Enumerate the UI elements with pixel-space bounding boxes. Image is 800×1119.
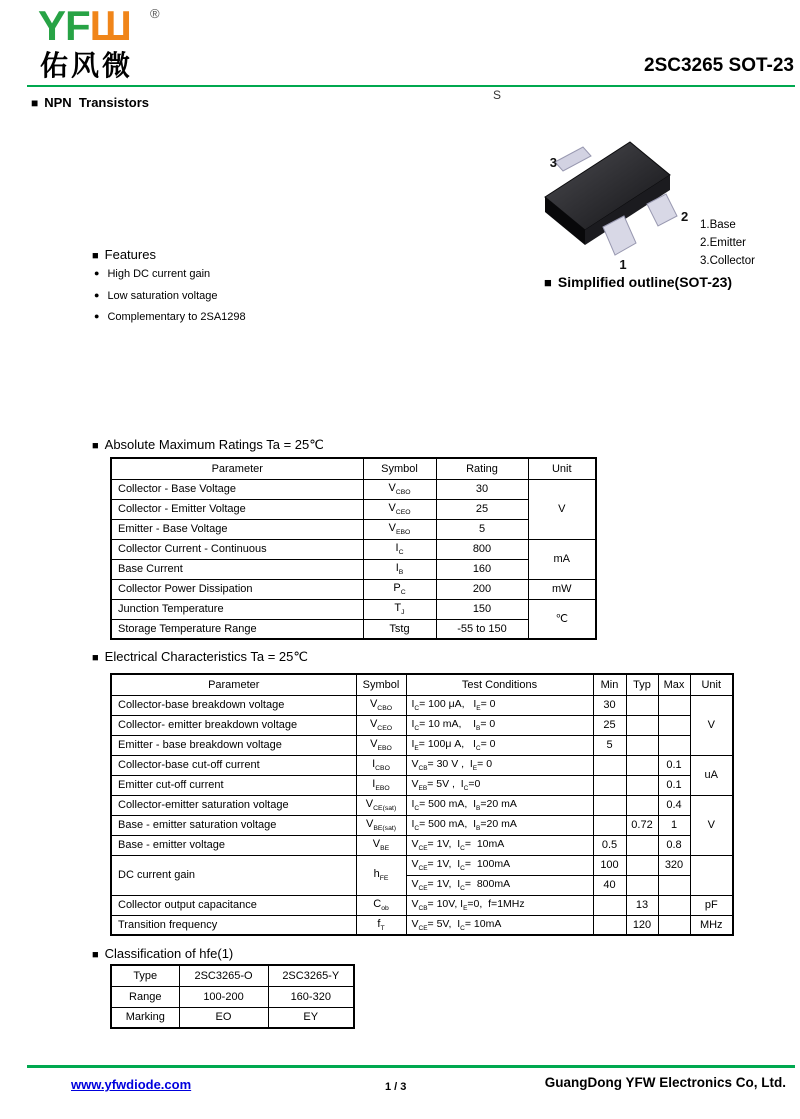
parameter-cell: Collector- emitter breakdown voltage xyxy=(111,715,356,735)
symbol-cell: $h_{FE}$ xyxy=(356,855,406,895)
table-row xyxy=(111,915,733,935)
symbol-cell: $V_{CBO}$ xyxy=(356,695,406,715)
pin-3-number: 3 xyxy=(549,155,557,170)
class-type-y: 2SC3265-Y xyxy=(268,965,354,986)
typ-cell xyxy=(626,875,658,895)
stray-character: S xyxy=(493,88,502,102)
unit-cell: uA xyxy=(690,755,733,795)
conditions-cell: $V_{CE}= 1V$, $I_C= 800mA$ xyxy=(406,875,593,895)
classification-heading xyxy=(92,946,233,961)
max-cell xyxy=(658,735,690,755)
unit-cell: mA xyxy=(528,539,596,579)
class-marking-label: Marking xyxy=(111,1007,179,1028)
table-row xyxy=(111,539,596,559)
col-parameter: Parameter xyxy=(111,674,356,695)
feature-item xyxy=(94,268,246,290)
typ-cell xyxy=(626,755,658,775)
table-row xyxy=(111,895,733,915)
max-cell: 0.1 xyxy=(658,775,690,795)
parameter-cell: Collector - Base Voltage xyxy=(111,479,363,499)
class-type-o: 2SC3265-O xyxy=(179,965,268,986)
page-number: 1 / 3 xyxy=(385,1081,407,1093)
yfw-logo xyxy=(38,2,131,50)
symbol-cell: $I_{CBO}$ xyxy=(356,755,406,775)
max-cell xyxy=(658,875,690,895)
table-row xyxy=(111,599,596,619)
table-row xyxy=(111,519,596,539)
table-row xyxy=(111,775,733,795)
typ-cell: 120 xyxy=(626,915,658,935)
max-cell: 0.1 xyxy=(658,755,690,775)
symbol-cell: $V_{EBO}$ xyxy=(363,519,436,539)
conditions-cell: $V_{CE}= 1V$, $I_C= 100mA$ xyxy=(406,855,593,875)
table-row xyxy=(111,579,596,599)
features-list xyxy=(94,268,246,333)
pin-legend-emitter: 2.Emitter xyxy=(700,237,747,249)
class-marking-o: EO xyxy=(179,1007,268,1028)
parameter-cell: Collector Current - Continuous xyxy=(111,539,363,559)
table-row xyxy=(111,835,733,855)
col-parameter: Parameter xyxy=(111,458,363,479)
symbol-cell: $V_{CE(sat)}$ xyxy=(356,795,406,815)
conditions-cell: $I_C= 500$ mA, $I_B=20$ mA xyxy=(406,795,593,815)
electrical-heading xyxy=(92,649,308,665)
symbol-cell: $V_{EBO}$ xyxy=(356,735,406,755)
registered-trademark-icon: ® xyxy=(150,6,160,21)
table-header-row xyxy=(111,674,733,695)
parameter-cell: Collector-base cut-off current xyxy=(111,755,356,775)
rating-cell: 150 xyxy=(436,599,528,619)
typ-cell xyxy=(626,775,658,795)
pin-1-number: 1 xyxy=(619,257,627,272)
conditions-cell: $V_{CB}= 30$ V , $I_E= 0$ xyxy=(406,755,593,775)
max-cell xyxy=(658,695,690,715)
max-cell: 1 xyxy=(658,815,690,835)
rating-cell: 800 xyxy=(436,539,528,559)
min-cell: 0.5 xyxy=(593,835,626,855)
conditions-cell: $I_C= 100$ μA, $I_E= 0$ xyxy=(406,695,593,715)
classification-label: Classification of hfe(1) xyxy=(104,946,234,961)
symbol-cell: $I_B$ xyxy=(363,559,436,579)
table-row xyxy=(111,855,733,875)
table-row xyxy=(111,986,354,1007)
square-bullet-icon: ■ xyxy=(544,275,552,290)
parameter-cell: Base - emitter saturation voltage xyxy=(111,815,356,835)
feature-text: Low saturation voltage xyxy=(107,289,218,302)
symbol-cell: $P_C$ xyxy=(363,579,436,599)
conditions-cell: $V_{CE}= 5V$, $I_C= 10mA$ xyxy=(406,915,593,935)
rating-cell: 160 xyxy=(436,559,528,579)
min-cell: 100 xyxy=(593,855,626,875)
rating-cell: -55 to 150 xyxy=(436,619,528,639)
symbol-cell: Tstg xyxy=(363,619,436,639)
parameter-cell: Emitter cut-off current xyxy=(111,775,356,795)
package-outline-label: Simplified outline(SOT-23) xyxy=(557,274,733,290)
square-bullet-icon: ■ xyxy=(92,949,99,961)
min-cell: 40 xyxy=(593,875,626,895)
unit-cell: V xyxy=(528,479,596,539)
symbol-cell: $V_{CEO}$ xyxy=(363,499,436,519)
col-conditions: Test Conditions xyxy=(406,674,593,695)
symbol-cell: $V_{BE}$ xyxy=(356,835,406,855)
col-min: Min xyxy=(593,674,626,695)
typ-cell xyxy=(626,795,658,815)
table-row xyxy=(111,795,733,815)
typ-cell xyxy=(626,855,658,875)
col-unit: Unit xyxy=(528,458,596,479)
package-outline-caption xyxy=(544,274,732,290)
table-row xyxy=(111,499,596,519)
rating-cell: 25 xyxy=(436,499,528,519)
col-typ: Typ xyxy=(626,674,658,695)
symbol-cell: $V_{CEO}$ xyxy=(356,715,406,735)
electrical-label: Electrical Characteristics Ta = 25℃ xyxy=(104,649,308,664)
header-divider xyxy=(27,85,795,87)
feature-text: Complementary to 2SA1298 xyxy=(107,311,246,323)
parameter-cell: Base - emitter voltage xyxy=(111,835,356,855)
col-max: Max xyxy=(658,674,690,695)
col-unit: Unit xyxy=(690,674,733,695)
unit-cell: V xyxy=(690,795,733,855)
dot-bullet-icon: ● xyxy=(94,311,100,321)
feature-text: High DC current gain xyxy=(107,268,211,280)
pin-3-lead xyxy=(555,147,591,171)
max-cell: 320 xyxy=(658,855,690,875)
symbol-cell: $I_{EBO}$ xyxy=(356,775,406,795)
electrical-table xyxy=(110,673,734,936)
parameter-cell: Transition frequency xyxy=(111,915,356,935)
parameter-cell: Emitter - base breakdown voltage xyxy=(111,735,356,755)
class-range-y: 160-320 xyxy=(268,986,354,1007)
conditions-cell: $V_{EB}= 5V$ , $I_C=0$ xyxy=(406,775,593,795)
parameter-cell: Storage Temperature Range xyxy=(111,619,363,639)
max-cell: 0.8 xyxy=(658,835,690,855)
classification-table xyxy=(110,964,355,1029)
abs-max-table xyxy=(110,457,597,640)
parameter-cell: Collector - Emitter Voltage xyxy=(111,499,363,519)
parameter-cell: Collector output capacitance xyxy=(111,895,356,915)
logo-w-mark: Ш xyxy=(89,2,131,49)
class-type-label: Type xyxy=(111,965,179,986)
symbol-cell: $T_J$ xyxy=(363,599,436,619)
square-bullet-icon: ■ xyxy=(92,440,99,452)
parameter-cell: Emitter - Base Voltage xyxy=(111,519,363,539)
symbol-cell: $f_T$ xyxy=(356,915,406,935)
website-link[interactable]: www.yfwdiode.com xyxy=(71,1077,192,1092)
feature-item xyxy=(94,311,246,333)
typ-cell xyxy=(626,715,658,735)
min-cell xyxy=(593,895,626,915)
features-heading xyxy=(92,247,156,262)
conditions-cell: $V_{CB}= 10V$, $I_E=0$, f=1MHz xyxy=(406,895,593,915)
table-row xyxy=(111,695,733,715)
typ-cell xyxy=(626,735,658,755)
parameter-cell: Collector-base breakdown voltage xyxy=(111,695,356,715)
unit-cell: V xyxy=(690,695,733,755)
conditions-cell: $I_C= 10$ mA, $I_B= 0$ xyxy=(406,715,593,735)
symbol-cell: $I_C$ xyxy=(363,539,436,559)
typ-cell: 0.72 xyxy=(626,815,658,835)
pin-2-number: 2 xyxy=(681,209,689,224)
square-bullet-icon: ■ xyxy=(92,250,99,262)
feature-item xyxy=(94,290,246,312)
max-cell xyxy=(658,895,690,915)
max-cell xyxy=(658,915,690,935)
table-row xyxy=(111,559,596,579)
max-cell xyxy=(658,715,690,735)
rating-cell: 200 xyxy=(436,579,528,599)
logo-text-yf: YF xyxy=(38,2,90,49)
unit-cell: mW xyxy=(528,579,596,599)
pin-legend xyxy=(700,216,755,270)
table-row xyxy=(111,479,596,499)
footer-divider xyxy=(27,1065,795,1068)
symbol-cell: $V_{CBO}$ xyxy=(363,479,436,499)
unit-cell: MHz xyxy=(690,915,733,935)
abs-max-heading xyxy=(92,437,324,453)
col-rating: Rating xyxy=(436,458,528,479)
dot-bullet-icon: ● xyxy=(94,289,100,300)
conditions-cell: $V_{CE}= 1V$, $I_C= 10mA$ xyxy=(406,835,593,855)
min-cell xyxy=(593,795,626,815)
logo-chinese-name: 佑风微 xyxy=(40,50,134,81)
symbol-cell: $V_{BE(sat)}$ xyxy=(356,815,406,835)
conditions-cell: $I_E= 100\mu$ A, $I_C= 0$ xyxy=(406,735,593,755)
table-row xyxy=(111,815,733,835)
unit-cell xyxy=(690,855,733,895)
table-header-row xyxy=(111,458,596,479)
parameter-cell: Collector Power Dissipation xyxy=(111,579,363,599)
company-name: GuangDong YFW Electronics Co, Ltd. xyxy=(544,1075,786,1090)
device-category-heading xyxy=(31,95,149,110)
table-row xyxy=(111,755,733,775)
device-category-label: NPN Transistors xyxy=(44,95,150,110)
features-label: Features xyxy=(104,247,156,262)
max-cell: 0.4 xyxy=(658,795,690,815)
square-bullet-icon: ■ xyxy=(31,96,39,110)
abs-max-label: Absolute Maximum Ratings Ta = 25℃ xyxy=(104,437,324,452)
symbol-cell: $C_{ob}$ xyxy=(356,895,406,915)
rating-cell: 30 xyxy=(436,479,528,499)
pin-legend-base: 1.Base xyxy=(700,219,736,231)
table-row xyxy=(111,965,354,986)
parameter-cell: Junction Temperature xyxy=(111,599,363,619)
typ-cell xyxy=(626,695,658,715)
conditions-cell: $I_C= 500$ mA, $I_B=20$ mA xyxy=(406,815,593,835)
min-cell xyxy=(593,815,626,835)
min-cell xyxy=(593,775,626,795)
table-row xyxy=(111,1007,354,1028)
parameter-cell: DC current gain xyxy=(111,855,356,895)
min-cell: 5 xyxy=(593,735,626,755)
parameter-cell: Collector-emitter saturation voltage xyxy=(111,795,356,815)
pin-legend-collector: 3.Collector xyxy=(700,255,755,267)
col-symbol: Symbol xyxy=(363,458,436,479)
table-row xyxy=(111,735,733,755)
typ-cell: 13 xyxy=(626,895,658,915)
min-cell: 25 xyxy=(593,715,626,735)
class-range-label: Range xyxy=(111,986,179,1007)
col-symbol: Symbol xyxy=(356,674,406,695)
min-cell: 30 xyxy=(593,695,626,715)
typ-cell xyxy=(626,835,658,855)
unit-cell: ℃ xyxy=(528,599,596,639)
class-range-o: 100-200 xyxy=(179,986,268,1007)
square-bullet-icon: ■ xyxy=(92,652,99,664)
unit-cell: pF xyxy=(690,895,733,915)
dot-bullet-icon: ● xyxy=(94,268,100,278)
rating-cell: 5 xyxy=(436,519,528,539)
min-cell xyxy=(593,755,626,775)
part-number-title: 2SC3265 SOT-23 xyxy=(644,55,794,76)
table-row xyxy=(111,619,596,639)
min-cell xyxy=(593,915,626,935)
parameter-cell: Base Current xyxy=(111,559,363,579)
table-row xyxy=(111,715,733,735)
class-marking-y: EY xyxy=(268,1007,354,1028)
